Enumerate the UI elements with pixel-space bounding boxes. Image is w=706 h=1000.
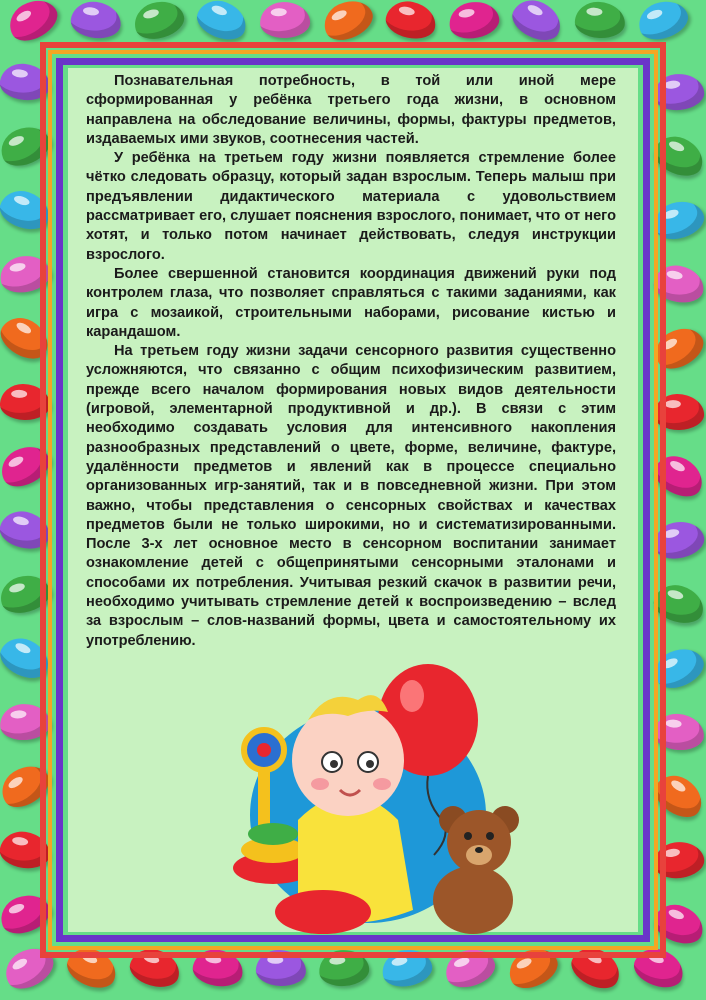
baby-with-toys-illustration	[228, 650, 528, 940]
jelly-bean-icon	[318, 0, 379, 47]
jelly-bean-icon	[446, 0, 502, 42]
jelly-bean-icon	[574, 1, 626, 40]
jelly-bean-icon	[69, 0, 123, 41]
jelly-bean-icon	[383, 0, 439, 43]
article-text	[86, 72, 616, 651]
jelly-bean-icon	[2, 0, 63, 48]
jelly-bean-icon	[507, 0, 568, 47]
paragraph-2: У ребёнка на третьем году жизни появляется стремление более чётко следовать образцу, который задан взрослым. Теперь малыш при предъявлении дидактического материала с удовольствием рассматривает его, слушает пояснения взрослого, понимает, что от него хотят, и только потом начинает действовать, следуя инструкции взрослого.	[86, 150, 616, 263]
jelly-bean-icon	[633, 0, 692, 45]
jelly-bean-icon	[192, 0, 252, 46]
jelly-bean-icon	[130, 0, 188, 44]
paragraph-1: Познавательная потребность, в той или иной мере сформированная у ребёнка третьего года жизни, в основном направлена на обследование величины, формы, фактуры предметов, издаваемых ими звуков, соотнесения частей.	[86, 73, 616, 147]
paragraph-4: На третьем году жизни задачи сенсорного развития существенно усложняются, что связанно с общим психофизическим развитием, прежде всего началом формирования новых видов деятельности (игровой, элементарной продуктивной и др.). В связи с этим необходимо создавать условия для интенсивного накопления разнообразных представлений о цвете, форме, величине, фактуре, удалённости предметов и явлений как в процессе специально организованных игр-занятий, так и в повседневной жизни. При этом важно, чтобы представления о сенсорных свойствах и качествах предметов были не только широкими, но и систематизированными. После 3-х лет основное место в сенсорном воспитании занимает ознакомление детей с общепринятыми сенсорными эталонами и способами их потребления. Учитывая резкий скачок в развитии речи, необходимо учитывать стремление детей к воспроизведению – вслед за взрослым – слов-названий формы, цвета и самостоятельному их употреблению.	[86, 343, 616, 649]
jelly-bean-icon	[259, 1, 310, 39]
paragraph-3: Более свершенной становится координация движений руки под контролем глаза, что позволяет справляться с такими заданиями, как игра с мозаикой, строительными наборами, рисование кистью и карандашом.	[86, 265, 616, 340]
